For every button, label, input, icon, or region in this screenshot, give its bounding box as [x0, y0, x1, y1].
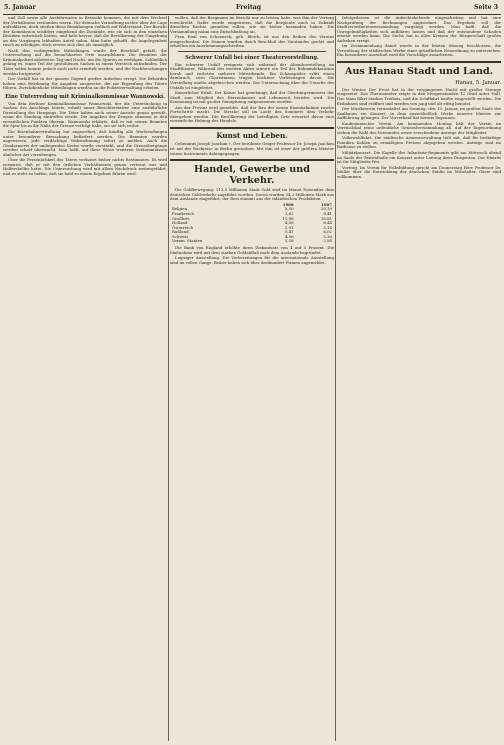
paragraph: Infolgedessen ist die Aufsichtsbehörde eingeschritten und hat eine Nachprüfung der Rechnungen angeordnet. Das Ergebnis soll der Stadtverordnetenversammlung vorgelegt werden. Man hofft, daß die Unregelmäßigkeiten sich aufklären lassen und daß der entstandene Schaden ersetzt werden kann. Die Sache hat in allen Kreisen der Bürgerschaft großes Aufsehen erregt.: [337, 16, 501, 43]
section-rule: [337, 61, 501, 63]
paragraph: Nach den vorliegenden Mitteilungen wurde der Beschluß gefaßt, die Untersuchung auf die benachbarten Orte auszudehnen. Die Beamten der Kriminalpolizei arbeiteten Tag und Nacht, um die Spuren zu verfolgen. Schließlich gelang es, einen Teil der gestohlenen Sachen in einem Versteck aufzufinden. Der Täter selbst konnte jedoch noch nicht ermittelt werden, und die Nachforschungen werden fortgesetzt.: [3, 47, 167, 76]
paragraph: Von dem Berliner Kriminalkommissar Wannowski, der die Untersuchung in Sachen des Anschlags leitete, erhielt unser Berichterstatter eine ausführliche Darstellung des Hergangs. Die Täter haben nach seiner Ansicht genau gewußt, wann die Sendung eintreffen werde. Die Angaben der Zeugen stimmen in den wesentlichen Punkten überein. Wannowski erklärte, daß er mit seinen Beamten die Spur bis in die Nähe der Grenze verfolgt habe, wo sie sich verlor.: [3, 100, 167, 129]
header-date: 5. Januar: [4, 4, 36, 11]
header-page-number: Seite 3: [473, 4, 498, 11]
paragraph: Militärkonzert. Die Kapelle des Infanterie-Regiments gibt am Mittwoch abend im Saale der Zentralhalle ein Konzert unter Leitung ihres Dirigenten. Der Eintritt ist für Mitglieder frei.: [337, 150, 501, 165]
column-3: [337, 16, 501, 741]
paragraph: Aus der Provinz wird gemeldet, daß der Bau der neuen Eisenbahnlinie rasche Fortschritte macht. Die Strecke soll im Laufe des Sommers dem Verkehr übergeben werden. Die Bevölkerung der beteiligten Orte erwartet davon eine wesentliche Hebung des Handels.: [170, 104, 334, 124]
paragraph: Die Bank von England erhöhte ihren Diskontsatz von 4 auf 5 Prozent. Die Maßnahme wird mit dem starken Goldabfluß nach dem Auslande begründet.: [170, 245, 334, 255]
paragraph: Kaufmännischer Verein. Am kommenden Montag hält der Verein im Vereinslokal seine ordentliche Generalversammlung ab. Auf der Tagesordnung stehen die Wahl des Vorstandes sowie verschiedene Anträge der Mitglieder.: [337, 120, 501, 135]
table-cell: Holland: [172, 220, 188, 226]
header-weekday: Freitag: [236, 4, 262, 11]
table-cell: 2,94: [323, 238, 332, 244]
dateline: Hanau, 5. Januar.: [455, 79, 501, 86]
paragraph: Die Eisenbahnverwaltung hat angeordnet, daß künftig alle Wertsendungen unter besonderer Bewachung befördert werden. Die Beamten wurden angewiesen, jede verdächtige Wahrnehmung sofort zu melden. Auch die Gendarmerie der umliegenden Kreise wurde verstärkt, und die Grenzübergänge werden scharf überwacht. Man hofft, auf diese Weise weiteren Vorkommnissen ähnlicher Art vorzubeugen.: [3, 129, 167, 157]
table-cell: 6,02: [323, 229, 332, 235]
gold-table: [170, 203, 334, 244]
table-cell: Belgien: [172, 206, 187, 212]
paragraph: Vortrag. Im Verein für Volksbildung spricht am Donnerstag Herr Professor Dr. Müller über die Entwicklung der deutschen Städte im Mittelalter. Gäste sind willkommen.: [337, 164, 501, 179]
section-headline-hanau: Aus Hanau Stadt und Land.: [345, 65, 493, 77]
paragraph: Frau Emil von Schoeneck, geb. Bleich, ist aus den Reihen des Vereins ausgeschieden. Die Damen wurden durch Beschluß des Vorstandes geehrt und erhielten ein Anerkennungsschreiben.: [170, 34, 334, 49]
paragraph: Volkswohlfahrt. Die städtische Armenverwaltung teilt mit, daß für bedürftige Familien Kohlen zu ermäßigten Preisen abgegeben werden. Anträge sind im Rathause zu stellen.: [337, 135, 501, 150]
article-headline: Eine Unterredung mit Kriminalkommissar Wannowski.: [5, 93, 165, 100]
table-cell: 5,50: [284, 206, 294, 212]
table-cell: 4,58: [284, 220, 294, 226]
separator: [178, 51, 326, 52]
column-2: [170, 16, 334, 741]
paragraph: Der Musikverein veranstaltet am Sonntag, den 10. Januar, im großen Saale des Saalbaues ein Konzert, in dem ausschließlich Werke neuerer Meister zur Aufführung gelangen. Der Vorverkauf hat bereits begonnen.: [337, 106, 501, 121]
table-cell: 6,44: [323, 220, 332, 226]
section-rule: [170, 127, 334, 129]
paragraph: Der Winter. Der Frost hat in der vergangenen Nacht mit großer Strenge eingesetzt. Das Thermometer zeigte in den Morgenstunden 12 Grad unter Null. Der Main führt starkes Treibeis, und die Schiffahrt mußte eingestellt werden. Die Eisbahnen sind eröffnet und werden von jung und alt eifrig benutzt.: [337, 86, 501, 106]
page-header: [4, 4, 500, 14]
paragraph: Geheimrat Joseph Joachim †. Der berühmte Geiger Professor Dr. Joseph Joachim ist auf der Rückreise in Berlin gestorben. Mit ihm ist einer der größten Meister seines Instruments dahingegangen.: [170, 141, 334, 156]
article-headline: Schwerer Unfall bei einer Theatervorstellung.: [185, 54, 319, 61]
paragraph: wollen, daß der Bergmann im Bericht nur zu leisten habe, was ihm der Vertrag vorschreibt. Dafür wurde eingetreten, daß die Bergleute auch in Zukunft dieselben Rechte genießen sollen, wie sie bisher bestanden haben. Die Versammlung nahm eine Entschließung an.: [170, 16, 334, 34]
paragraph: Kaiserlicher Erlaß. Der Kaiser hat genehmigt, daß der Oberbürgermeister der Stadt zum Mitglied des Herrenhauses auf Lebenszeit berufen wird. Die Ernennung ist mit großer Genugtuung aufgenommen worden.: [170, 90, 334, 105]
table-cell: Rußland: [172, 229, 189, 235]
paragraph: Der Vorfall hat in der ganzen Gegend großes Aufsehen erregt. Die Behörden haben eine Belohnung für Angaben ausgesetzt, die zur Ergreifung des Täters führen. Zweckdienliche Mitteilungen werden an die Polizeiverwaltung erbeten.: [3, 76, 167, 91]
column-divider: [335, 16, 336, 741]
section-rule: [170, 159, 334, 161]
table-cell: Frankreich: [172, 210, 194, 216]
table-cell: 16,81: [320, 215, 332, 221]
header-rule: [3, 14, 501, 15]
table-header-cell: 1908: [282, 201, 294, 207]
paragraph: und Zoll sowie alle Ausfuhrwaren in Betracht kommen, die mit dem Wechsel der Verhältnisse verbunden waren. Die deutsche Verwaltung suchte über die Lage aufzuklären, doch stießen diese Bemühungen vielfach auf Widerstand. Der Bericht der Kommission schildert eingehend die Zustände, wie sie sich in den einzelnen Bezirken entwickelt hatten, und hebt hervor, daß die Bevölkerung der Umgebung an den Vorgängen lebhaften Anteil nahm. Man hatte gehofft, die Angelegenheit rasch zu erledigen, doch erwies sich dies als unmöglich.: [3, 16, 167, 48]
table-cell: 5,41: [284, 229, 294, 235]
table-cell: 4,56: [284, 233, 294, 239]
table-cell: Verein. Staaten: [172, 238, 203, 244]
table-cell: 8,41: [323, 210, 332, 216]
table-cell: 11,98: [282, 215, 294, 221]
column-1: [3, 16, 167, 741]
table-cell: 5,30: [323, 233, 332, 239]
column-divider: [168, 16, 169, 741]
section-headline-kunst: Kunst und Leben.: [216, 130, 288, 140]
section-headline-handel: Handel, Gewerbe und Verkehr.: [194, 164, 310, 187]
paragraph: Ein schwerer Unfall ereignete sich während der Abendvorstellung im Stadttheater. Während des zweiten Aktes stürzte ein Teil der Bühnendekoration herab und verletzte mehrere Mitwirkende. Ein Schauspieler erlitt einen Armbruch, zwei Choristinnen trugen leichtere Verletzungen davon. Die Vorstellung mußte abgebrochen werden. Die Untersuchung über die Ursache des Unfalls ist eingeleitet.: [170, 61, 334, 90]
table-cell: Großbrit.: [172, 215, 191, 221]
table-cell: 10,19: [320, 206, 332, 212]
table-row: [170, 239, 334, 244]
table-cell: 5,14: [323, 224, 332, 230]
paragraph: Über die Persönlichkeit des Täters verlautet bisher nichts Bestimmtes. Es wird vermutet, daß er mit den örtlichen Verhältnissen genau vertraut war und Helfershelfer hatte. Die Untersuchung wird mit allem Nachdruck weitergeführt, und es steht zu hoffen, daß sie bald zu einem Ergebnis führen wird.: [3, 157, 167, 176]
table-cell: 3,62: [284, 210, 294, 216]
table-header-cell: 1907: [321, 201, 332, 207]
table-cell: 3,58: [284, 238, 294, 244]
paragraph: Die Goldbewegung. 113,5 Millionen Mark Gold sind im Monat November dem deutschen Geldverkehr zugeführt worden. Davon wurden 54,2 Millionen Mark aus dem Auslande eingeführt, der Rest stammt aus der inländischen Produktion.: [170, 187, 334, 202]
paragraph: Leipziger Ausstellung. Die Vorbereitungen für die internationale Ausstellung sind im vollen Gange. Bisher haben sich über dreihundert Firmen angemeldet.: [170, 255, 334, 265]
table-cell: Schweiz: [172, 233, 189, 239]
paragraph: Im Zusammenhang damit wurde in der letzten Sitzung beschlossen, die Verwaltung der städtischen Werke einer gründlichen Neuordnung zu unterziehen. Ein besonderer Ausschuß wird die Vorschläge ausarbeiten.: [337, 43, 501, 58]
table-cell: Österreich: [172, 224, 194, 230]
table-cell: 2,91: [284, 224, 294, 230]
